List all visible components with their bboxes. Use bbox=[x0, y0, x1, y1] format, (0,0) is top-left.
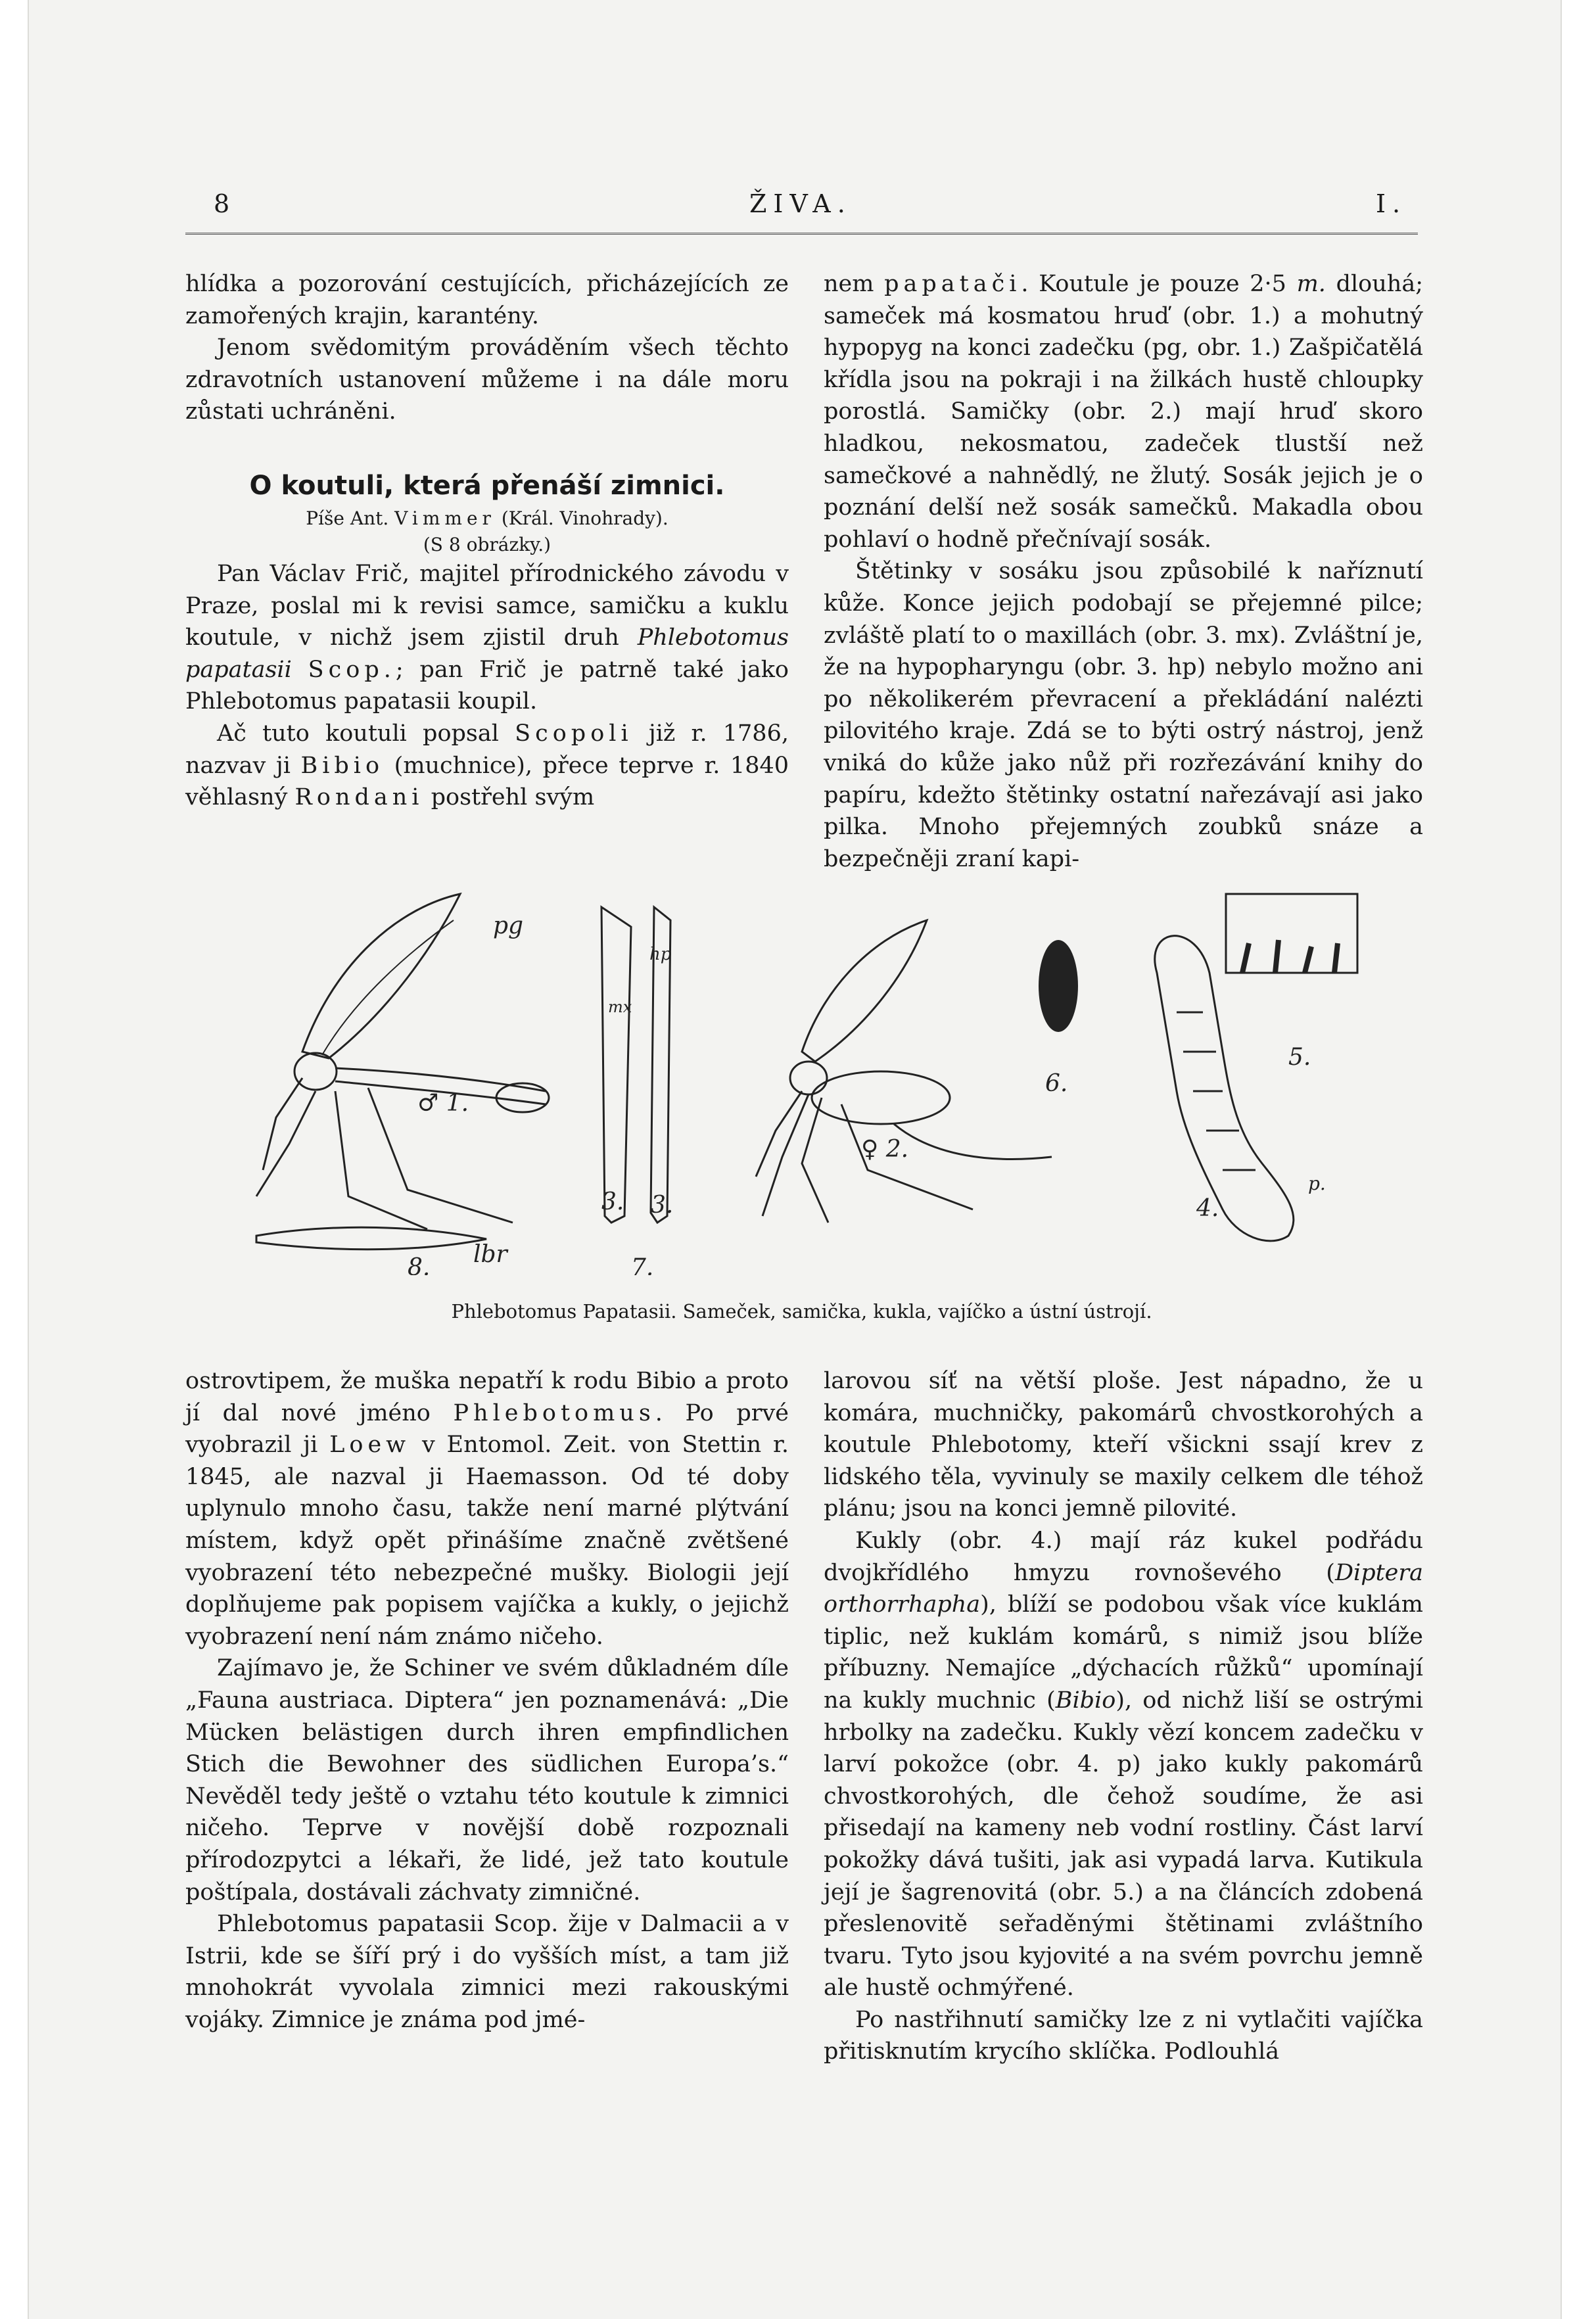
fig-label: 7. bbox=[631, 1254, 654, 1275]
byline-prefix: Píše Ant. bbox=[306, 507, 389, 529]
paragraph: Jenom svědomitým prováděním všech těchto zdravotních ustanovení můžeme i na dále moru zůstati uchráněni. bbox=[185, 335, 789, 425]
fig-label: ♂ 1. bbox=[417, 1090, 469, 1117]
fig-label: ♀ 2. bbox=[861, 1136, 909, 1163]
fig-label: 3. bbox=[651, 1192, 674, 1219]
fig-label: 8. bbox=[408, 1254, 431, 1275]
figure-caption: Phlebotomus Papatasii. Sameček, samička, kukla, vajíčko a ústní ústrojí. bbox=[451, 1300, 1152, 1323]
left-column-bottom bbox=[185, 1365, 789, 2036]
male-sandfly-drawing bbox=[256, 894, 549, 1229]
paragraph: Štětinky v sosáku jsou způsobilé k naříznutí kůže. Konce jejich podobají se přejemné pilce; zvláště platí to o maxillách (obr. 3. mx). Zvláštní je, že na hypopharyngu (obr. 3. hp) nebylo možno ani po několikerém převracení a překládání nalézti pilovitého kraje. Zdá se to býti ostrý nástroj, jenž vniká do kůže jako nůž při rozřezávání knihy do papíru, kdežto štětinky ostatní nařezávají asi jako pilka. Mnoho přejemných zoubků snáze a bezpečněji zraní kapi- bbox=[824, 558, 1423, 872]
paragraph: Ač tuto koutuli popsal Scopoli již r. 1786, nazvav ji Bibio (muchnice), přece teprve r. 1840 věhlasný Rondani postřehl svým bbox=[185, 720, 789, 811]
fig-label: hp bbox=[649, 945, 672, 964]
paragraph: Phlebotomus papatasii Scop. žije v Dalmacii a v Istrii, kde se šíří prý i do vyšších míst, a tam již mnohokrát vyvolala zimnici mezi rakouskými vojáky. Zimnice je známa pod jmé- bbox=[185, 1911, 789, 2033]
header-rule bbox=[185, 233, 1418, 235]
fig-label: pg bbox=[493, 912, 524, 939]
page-number: 8 bbox=[214, 189, 237, 218]
egg-drawing bbox=[1039, 940, 1078, 1032]
paragraph: ostrovtipem, že muška nepatří k rodu Bibio a proto jí dal nové jméno Phlebotomus. Po prvé vyobrazil ji Loew v Entomol. Zeit. von Stettin r. 1845, ale nazval ji Haemasson. Od té doby uplynulo mnoho času, takže není marné plýtvání místem, když opět přinášíme značně zvětšené vyobrazení této nebezpečné mušky. Biologii její doplňujeme pak popisem vajíčka a kukly, o jejichž vyobrazení není nám známo ničeho. bbox=[185, 1368, 789, 1650]
right-column-top bbox=[824, 268, 1423, 875]
fig-label: 6. bbox=[1045, 1070, 1068, 1097]
paragraph: Kukly (obr. 4.) mají ráz kukel podřádu dvojkřídlého hmyzu rovnoševého (Diptera orthorrhapha), blíží se podobou však více kuklám tiplic, než kuklám komárů, s nimiž jsou blíže příbuzny. Nemajíce „dýchacích růžků“ upomínají na kukly muchnic (Bibio), od nichž liší se ostrými hrbolky na zadečku. Kukly vězí koncem zadečku v larví pokožce (obr. 4. p) jako kukly pakomárů chvostkorohých, dle čehož soudíme, že asi přisedají na kameny neb vodní rostliny. Část larví pokožky dává tušiti, jak asi vypadá larva. Kutikula její je šagrenovitá (obr. 5.) a na článcích zdobená přeslenovitě seřaděnými štětinami zvláštního tvaru. Tyto jsou kyjovité a na svém povrchu jemně ale hustě ochmýřené. bbox=[824, 1527, 1423, 2002]
fig-label: lbr bbox=[473, 1241, 507, 1268]
byline-suffix: (Král. Vinohrady). bbox=[501, 507, 669, 529]
pupa-drawing bbox=[1155, 936, 1294, 1241]
running-header bbox=[0, 189, 1596, 229]
paragraph: Zajímavo je, že Schiner ve svém důkladném díle „Fauna austriaca. Diptera“ jen poznamenává: „Die Mücken belästigen durch ihren empfindlichen Stich die Bewohner des südlichen Europa’s.“ Nevěděl tedy ještě o vztahu této koutule k zimnici ničeho. Teprve v novější době rozpoznali přírodozpytci a lékaři, že lidé, jež tato koutule poštípala, dostávali záchvaty zimničné. bbox=[185, 1655, 789, 1906]
journal-title: ŽIVA. bbox=[749, 189, 852, 218]
species-name: Phlebotomus papatasii bbox=[185, 624, 789, 683]
fig-label: mx bbox=[608, 998, 632, 1016]
paragraph: Pan Václav Frič, majitel přírodnického závodu v Praze, poslal mi k revisi samce, samičku a kuklu koutule, v nichž jsem zjistil druh Phlebotomus papatasii Scop.; pan Frič je patrně také jako Phlebotomus papatasii koupil. bbox=[185, 560, 789, 715]
paragraph: nem papatači. Koutule je pouze 2·5 m. dlouhá; sameček má kosmatou hruď (obr. 1.) a mohutný hypopyg na konci zadečku (pg, obr. 1.) Zašpičatělá křídla jsou na pokraji i na žilkách hustě chloupky porostlá. Samičky (obr. 2.) mají hruď skoro hladkou, nekosmatou, zadeček tlustší než samečkové a nahnědlý, ne žlutý. Sosák jejich je o poznání delší než sosák samečků. Makadla obou pohlaví o hodně přečnívají sosák. bbox=[824, 271, 1423, 553]
fig-label: 3. bbox=[601, 1188, 624, 1215]
female-sandfly-drawing bbox=[756, 920, 1052, 1223]
figure-count: (S 8 obrázky.) bbox=[423, 533, 552, 555]
figure-illustration bbox=[237, 881, 1407, 1275]
paragraph: hlídka a pozorování cestujících, přicházejících ze zamořených krajin, karantény. bbox=[185, 271, 789, 329]
left-column-top bbox=[185, 268, 789, 814]
larval-cuticle-drawing bbox=[1226, 894, 1357, 973]
author-name: Vimmer bbox=[394, 507, 496, 529]
paragraph: larovou síť na větší ploše. Jest nápadno, že u komára, muchničky, pakomárů chvostkorohých a koutule Phlebotomy, kteří všickni ssají krev z lidského těla, vyvinuly se maxily celkem dle téhož plánu; jsou na konci jemně pilovité. bbox=[824, 1368, 1423, 1522]
byline bbox=[185, 505, 789, 532]
article-title: O koutuli, která přenáší zimnici. bbox=[249, 470, 725, 501]
fig-label: 4. bbox=[1196, 1195, 1219, 1222]
fig-label: 5. bbox=[1288, 1044, 1311, 1071]
right-column-bottom bbox=[824, 1365, 1423, 2068]
fig-label: p. bbox=[1308, 1173, 1326, 1194]
volume-number: I. bbox=[1376, 189, 1407, 218]
paragraph: Po nastřihnutí samičky lze z ni vytlačiti vajíčka přitisknutím krycího sklíčka. Podlouhlá bbox=[824, 2006, 1423, 2065]
